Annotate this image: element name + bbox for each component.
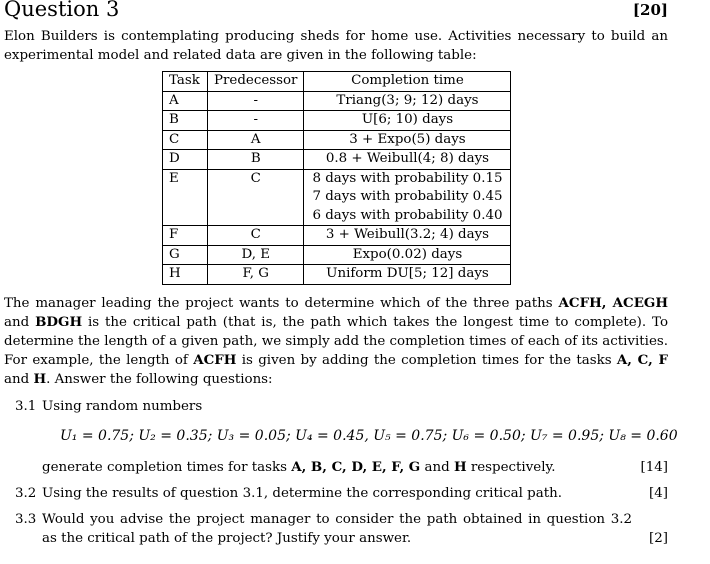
- random-numbers-equation: U₁ = 0.75; U₂ = 0.35; U₃ = 0.05; U₄ = 0.45, U₅ = 0.75; U₆ = 0.50; U₇ = 0.95; U₈ = 0.60: [60, 428, 678, 444]
- predecessor-cell: F, G: [208, 265, 304, 285]
- intro-paragraph: Elon Builders is contemplating producing sheds for home use. Activities necessary to build an experimental model and related data are given in the following table:: [4, 29, 668, 63]
- time-cell: Triang(3; 9; 12) days: [304, 91, 511, 111]
- question-text: Using the results of question 3.1, determine the corresponding critical path.: [42, 486, 562, 501]
- task-cell: H: [163, 265, 208, 285]
- question-text: [42, 458, 668, 477]
- para-text: . Answer the following questions:: [46, 372, 273, 387]
- time-cell: 0.8 + Weibull(4; 8) days: [304, 150, 511, 170]
- predecessor-cell: C: [208, 226, 304, 246]
- time-cell: 3 + Weibull(3.2; 4) days: [304, 226, 511, 246]
- table-header-row: [163, 72, 511, 92]
- header-completion-time: Completion time: [304, 72, 511, 92]
- paths-paragraph: [4, 294, 668, 389]
- question-text: Would you advise the project manager to consider the path obtained in question 3.2 as the critical path of the project? Justify your answer.: [42, 512, 632, 546]
- followup-text: generate completion times for tasks: [42, 460, 292, 475]
- activity-table: [162, 71, 511, 285]
- question-marks: [4]: [649, 486, 668, 501]
- task-cell: B: [163, 111, 208, 131]
- question-marks: [20]: [632, 1, 668, 19]
- question-number: 3.1: [15, 399, 37, 414]
- table-row: [163, 169, 511, 226]
- para-text: and: [4, 315, 36, 330]
- predecessor-cell: D, E: [208, 245, 304, 265]
- tasks-acf: A, C, F: [616, 352, 669, 368]
- predecessor-cell: -: [208, 111, 304, 131]
- task-cell: C: [163, 130, 208, 150]
- task-cell: F: [163, 226, 208, 246]
- followup-text: and: [420, 460, 454, 475]
- task-cell: G: [163, 245, 208, 265]
- time-line: 8 days with probability 0.15: [312, 170, 503, 186]
- task-list: A, B, C, D, E, F, G: [291, 459, 421, 475]
- predecessor-cell: -: [208, 91, 304, 111]
- time-line: 7 days with probability 0.45: [312, 189, 503, 204]
- task-h: H: [33, 371, 47, 387]
- path-acfh: ACFH: [193, 352, 237, 368]
- time-cell: Expo(0.02) days: [304, 245, 511, 265]
- time-line: 6 days with probability 0.40: [312, 207, 503, 223]
- header-task: Task: [163, 72, 208, 92]
- time-cell: U[6; 10) days: [304, 111, 511, 131]
- table-row: [163, 226, 511, 246]
- table-row: [163, 150, 511, 170]
- predecessor-cell: B: [208, 150, 304, 170]
- path-acfh-acegh: ACFH, ACEGH: [558, 295, 668, 311]
- time-cell: 3 + Expo(5) days: [304, 130, 511, 150]
- table-row: [163, 130, 511, 150]
- table-row: [163, 245, 511, 265]
- question-text: Using random numbers: [42, 399, 203, 414]
- followup-text: respectively.: [466, 460, 556, 475]
- predecessor-cell: A: [208, 130, 304, 150]
- table-row: [163, 111, 511, 131]
- question-marks: [14]: [640, 460, 668, 475]
- question-marks: [2]: [649, 531, 668, 546]
- header-predecessor: Predecessor: [208, 72, 304, 92]
- question-title: Question 3: [4, 0, 120, 21]
- task-cell: D: [163, 150, 208, 170]
- task-h: H: [453, 459, 467, 475]
- time-cell: Uniform DU[5; 12] days: [304, 265, 511, 285]
- time-cell: [304, 169, 511, 226]
- task-cell: E: [163, 169, 208, 226]
- table-row: [163, 91, 511, 111]
- path-bdgh: BDGH: [35, 314, 83, 330]
- para-text: The manager leading the project wants to determine which of the three paths: [4, 296, 559, 311]
- question-number: 3.2: [15, 486, 37, 501]
- task-cell: A: [163, 91, 208, 111]
- question-number: 3.3: [15, 512, 37, 527]
- para-text: is given by adding the completion times for the tasks: [236, 353, 617, 368]
- question-header: [4, 0, 668, 23]
- para-text: is the critical path (that is, the path which takes the longest time to complete). To determine the length of a given path, we simply add the completion times of each of its activities. For example, the length of: [4, 315, 669, 368]
- predecessor-cell: C: [208, 169, 304, 226]
- table-row: [163, 265, 511, 285]
- para-text: and: [4, 372, 34, 387]
